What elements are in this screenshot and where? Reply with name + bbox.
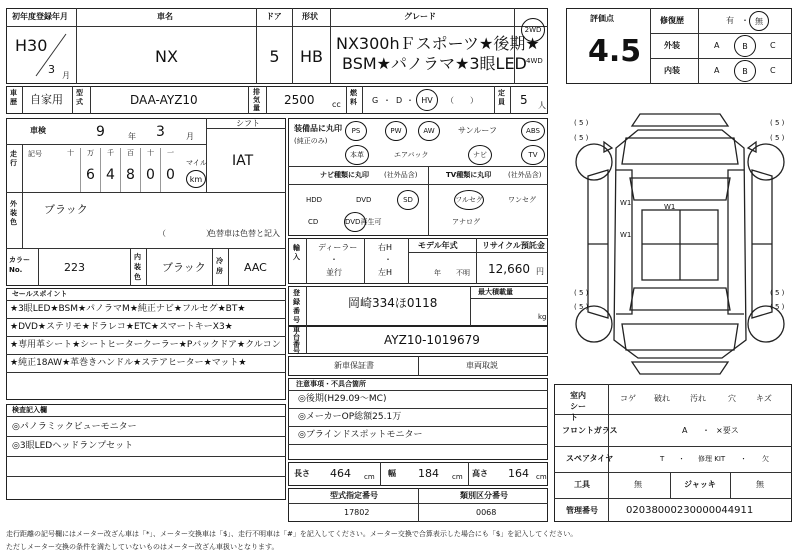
first-reg-month: 3 [48,63,55,76]
mgmt-value: 02038000230000044911 [626,505,754,516]
chassis-value: AYZ10-1019679 [384,333,480,347]
equip-leather: 本革 [350,151,364,159]
odometer-unit: 一 [167,149,174,157]
equip-navi-circle [468,145,492,165]
ext-color-note: 色替車は色替と記入 [208,229,280,238]
tv-fullseg-circle [454,190,484,210]
diagram-s5-rr2: ( 5 ) [770,303,785,311]
recycle-value: 12,660 [488,262,530,276]
ext-color-label: 外装色 [10,200,17,226]
fuel-hv: HV [421,95,433,105]
grade-label: グレード [404,12,436,21]
aircon-label: 冷房 [216,257,223,275]
exterior-label: 外装 [664,41,680,50]
exterior-b: B [742,41,748,51]
notes-line-2: ◎メーカーOP総額25.1万 [298,412,402,422]
odometer-unit: 十 [67,149,74,157]
exterior-b-circle [734,35,756,57]
repair-no-circle [749,11,769,31]
spare-kit: 修理 KIT [698,455,726,463]
model-year-unit: 年 [434,269,441,277]
interior-label: 内装 [664,66,680,75]
seat-kizu: キズ [756,394,772,403]
equip-tv-circle [521,145,545,165]
capacity-value: 5 [520,93,528,107]
equip-pw: PW [390,127,402,135]
seat-ana: 穴 [728,394,736,403]
drive-4wd: 4WD [526,57,543,65]
model-value: DAA-AYZ10 [130,93,198,107]
exterior-c: C [770,41,776,50]
drive-2wd: 2WD [524,26,542,34]
inspection-month-unit: 月 [186,132,194,141]
color-no-value: 223 [64,261,85,274]
equip-airbag: エアバック [394,151,429,159]
diagram-w1-rear: W1 [620,231,632,239]
seat-yabure: 破れ [654,394,670,403]
grade-line2: BSM★パノラマ★3眼LED [342,54,527,73]
equip-abs: ABS [526,127,540,135]
diagram-s5-rr: ( 5 ) [770,289,785,297]
diagram-s5-fl2: ( 5 ) [574,134,589,142]
notes-line-3: ◎ブラインドスポットモニター [298,430,423,440]
fuel-g: G [372,96,379,105]
shape-label: 形状 [302,12,318,21]
inspector-block [6,404,286,500]
capacity-unit: 人 [538,101,546,110]
mileage-label: 走行 [10,150,17,167]
inspection-year-unit: 年 [128,132,136,141]
interior-c: C [770,66,776,75]
windshield-replace: ×要ス [716,426,739,435]
chassis-label: 車台番号 [293,326,300,355]
capacity-label: 定員 [498,89,505,106]
windshield-dot: ・ [702,426,710,435]
car-diagram [568,108,792,380]
spare-label: スペアタイヤ [566,454,614,463]
mileage-mile: マイル [186,159,207,167]
shift-label: シフト [236,119,260,128]
odometer-digit: 0 [166,167,175,183]
doors-value: 5 [269,46,280,66]
score-label: 評価点 [590,14,614,23]
odometer-unit: 十 [147,149,154,157]
score-value: 4.5 [588,34,642,69]
sales-line-4: ★純正18AW★革巻きハンドル★ステアヒーター★マット★ [10,358,247,368]
equip-navi: ナビ [473,151,487,159]
drive-2wd-circle [521,18,545,42]
windshield-a: A [682,426,688,435]
height-unit: cm [536,473,547,481]
interior-b: B [742,66,748,76]
navi-sd: SD [403,196,413,204]
odometer-digit: 4 [106,167,115,183]
tv-analog: アナログ [452,218,480,226]
mileage-kigou: 記号 [28,150,42,158]
first-reg-label: 初年度登録年月 [12,12,68,21]
footer-line-2: ただしメーター交換の条件を満たしていないものはメーター改ざん車扱いとなります。 [6,543,279,551]
interior-b-circle [734,60,756,82]
shape-value: HB [299,46,323,66]
repair-no: 無 [755,16,763,26]
equip-leather-circle [345,145,369,165]
int-color-label: 内装色 [134,253,141,281]
reg-label: 登録番号 [293,289,300,324]
inspection-month: 3 [156,124,165,140]
spare-dot1: ・ [678,455,685,463]
recycle-unit: 円 [536,267,544,276]
spare-none: 欠 [762,455,769,463]
reg-value: 岡崎334ほ0118 [348,296,438,310]
sales-line-3: ★専用革シート★シートヒータークーラー★Pバックドア★クルコン [10,340,281,350]
mileage-km-circle [186,170,206,188]
odometer-unit: 万 [87,149,94,157]
navi-dvd: DVD [356,196,372,204]
color-no-label: カラーNo. [9,256,30,274]
diagram-w1-front: W1 [620,199,632,207]
sales-line-1: ★3眼LED★BSM★パノラマM★純正ナビ★フルセグ★BT★ [10,304,246,314]
ext-color-value: ブラック [44,203,88,216]
max-load-label: 最大積載量 [478,288,513,296]
fuel-paren: （ ） [446,96,478,105]
displacement-value: 2500 [284,93,315,107]
displacement-label: 排気量 [253,88,260,112]
diagram-s5-rl2: ( 5 ) [574,303,589,311]
length-label: 長さ [294,469,310,478]
recycle-label: リサイクル預託金 [482,241,545,250]
inspector-line-2: ◎3眼LEDヘッドランプセット [12,441,134,451]
inspection-label: 車検 [30,126,46,135]
fuel-d: D [396,96,403,105]
odometer-digit: 8 [126,167,135,183]
odometer-unit: 百 [127,149,134,157]
model-year-unknown: 不明 [456,269,470,277]
odometer-digit: 0 [146,167,155,183]
first-reg-era: H30 [15,36,48,55]
equip-aw-circle [418,121,440,141]
sales-label: セールスポイント [12,290,68,298]
usage-value: 自家用 [30,93,63,106]
tools-label: 工具 [574,480,590,489]
exterior-a: A [714,41,720,50]
equip-aw: AW [423,127,435,135]
odometer-unit: 千 [107,149,114,157]
width-label: 幅 [388,469,396,478]
length-value: 464 [330,467,351,480]
windshield-label: フロントガラス [562,426,618,435]
inspector-line-1: ◎パノラミックビューモニター [12,422,137,432]
navi-hdd: HDD [306,196,323,204]
odometer-digit: 6 [86,167,95,183]
diagram-s5-fr: ( 5 ) [770,119,785,127]
navi-label: ナビ種類に丸印 [320,171,369,179]
displacement-unit: cc [332,100,341,109]
equipment-label: 装備品に丸印 [294,124,342,133]
usage-label: 車歴 [10,89,17,106]
seat-yogore: 汚れ [690,394,706,403]
seat-label: 室内シート [570,391,586,422]
odometer [60,148,180,192]
int-color-value: ブラック [162,261,206,274]
interior-a: A [714,66,720,75]
fuel-label: 燃料 [350,89,357,106]
equip-pw-circle [385,121,407,141]
sales-line-2: ★DVD★ステリモ★ドラレコ★ETC★スマートキーX3★ [10,322,233,332]
equip-tv: TV [528,151,538,159]
height-label: 高さ [472,469,488,478]
model-label: 型式 [76,89,83,106]
height-value: 164 [508,467,529,480]
jack-value: 無 [756,480,764,489]
navi-cd: CD [308,218,319,226]
first-reg-month-unit: 月 [62,71,70,80]
diagram-w1-center: W1 [664,203,676,211]
handle-left: 左H [378,268,393,277]
equip-ps-circle [345,121,367,141]
notes-line-1: ◎後期(H29.09〜MC) [298,394,387,404]
tv-sub: (社外品含) [508,171,542,179]
inspection-year: 9 [96,124,105,140]
navi-dvdplay: DVD再生可 [345,218,382,226]
footer-line-1: 走行距離の記号欄にはメーター改ざん車は「*」、メーター交換車は「$」、走行不明車は「#」を記入してください。メーター交換で合算表示した場合にも「$」を記入してください。 [6,530,578,538]
type-no-value: 17802 [344,508,370,517]
repair-dot: ・ [741,16,749,25]
spare-t: T [660,455,665,463]
navi-sd-circle [397,190,419,210]
model-year-label: モデル年式 [418,241,458,250]
import-label: 輸入 [293,244,300,261]
width-value: 184 [418,467,439,480]
jack-label: ジャッキ [684,480,716,489]
tv-fullseg: フルセグ [455,196,483,204]
max-load-unit: kg [538,313,547,321]
inspector-label: 検査記入欄 [12,406,47,414]
diagram-s5-fl: ( 5 ) [574,119,589,127]
mileage-km: km [189,174,203,184]
seat-koge: コゲ [620,394,636,403]
import-parallel: 並行 [326,268,342,277]
warranty-manual: 車両取説 [466,361,498,370]
warranty-new: 新車保証書 [334,361,374,370]
mgmt-label: 管理番号 [566,506,598,515]
ext-color-paren: （ ） [158,229,214,238]
type-no-label: 型式指定番号 [330,491,378,500]
import-dealer: ディーラー [318,243,358,252]
equip-ps: PS [351,127,361,135]
navi-sub: (社外品含) [384,171,418,179]
tv-oneseg: ワンセグ [508,196,536,204]
car-name-label: 車名 [157,12,173,21]
handle-right: 右H [378,243,393,252]
equip-sunroof: サンルーフ [458,126,497,135]
length-unit: cm [364,473,375,481]
grade-line1: NX300hＦスポーツ★後期★ [336,34,540,53]
handle-dot: ・ [384,255,392,264]
notes-label: 注意事項・不具合箇所 [296,380,366,388]
car-name-value: NX [155,46,178,66]
repair-yes: 有 [726,16,734,25]
fuel-hv-circle [416,89,438,111]
aircon-value: AAC [244,261,267,274]
repair-label: 修復歴 [660,16,684,25]
spare-dot2: ・ [740,455,747,463]
diagram-s5-rl: ( 5 ) [574,289,589,297]
tools-value: 無 [634,480,642,489]
shift-value: IAT [232,153,254,169]
doors-label: ドア [266,12,282,21]
class-no-label: 類別区分番号 [460,491,508,500]
tv-label: TV種類に丸印 [446,171,492,179]
diagram-s5-fr2: ( 5 ) [770,134,785,142]
equipment-sub: (純正のみ) [294,137,328,145]
width-unit: cm [452,473,463,481]
equip-abs-circle [521,121,545,141]
class-no-value: 0068 [476,508,497,517]
import-dot: ・ [330,255,338,264]
